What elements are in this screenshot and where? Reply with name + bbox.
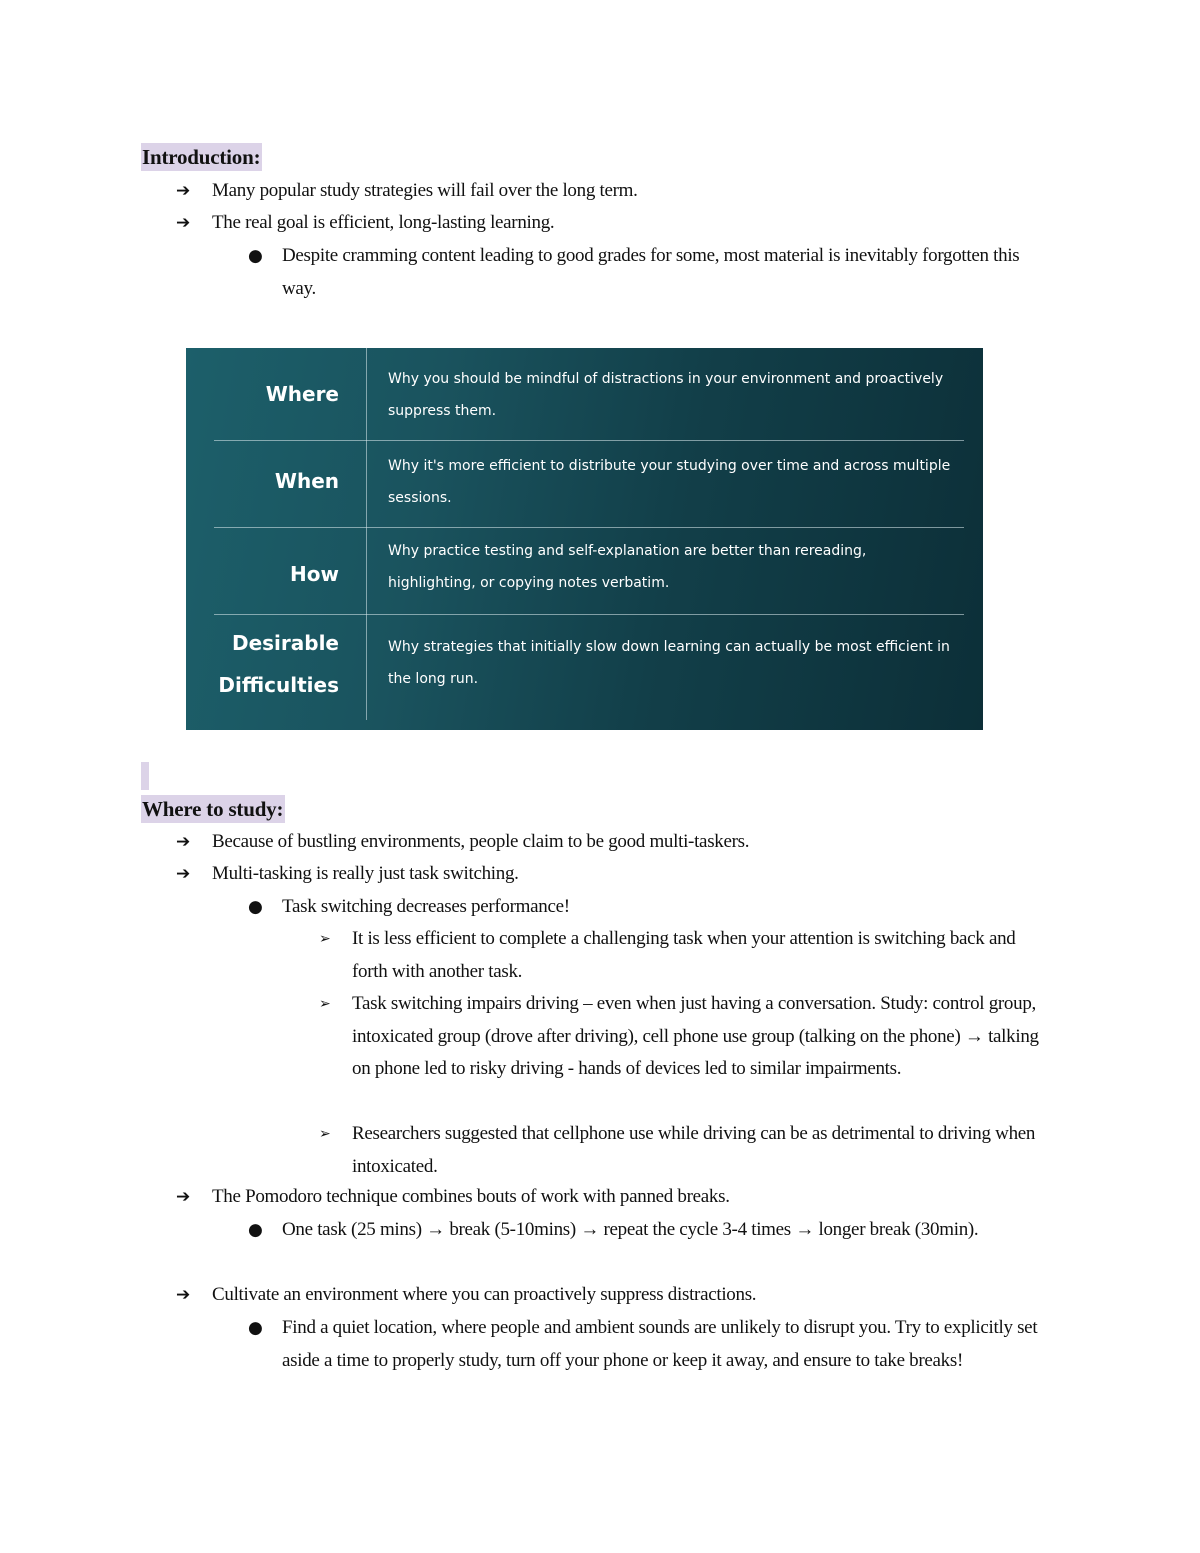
intro-item-1-text: Many popular study strategies will fail over the long term. — [212, 180, 638, 201]
infographic-text-when: Why it's more efficient to distribute your studying over time and across multiple sessions. — [388, 458, 951, 506]
where-item-2-point-2-text: Task switching impairs driving – even when just having a conversation. Study: control group, intoxicated group (drove after driving), cell phone use group (talking on the phone) → talking on phone led to risky driving - hands of devices led to similar impairments. — [352, 993, 1039, 1079]
highlight-marker — [141, 762, 149, 790]
where-item-2-point-3-text: Researchers suggested that cellphone use while driving can be as detrimental to driving when intoxicated. — [352, 1123, 1036, 1177]
infographic-label-how: How — [290, 562, 339, 586]
where-item-1 — [176, 826, 1072, 859]
arrow-bullet-icon: ➔ — [176, 181, 190, 201]
where-item-2-sub — [248, 891, 1072, 924]
infographic-row-divider — [214, 440, 964, 441]
where-item-4 — [176, 1279, 1072, 1312]
infographic-label-where: Where — [265, 382, 339, 406]
where-item-2-text: Multi-tasking is really just task switching. — [212, 863, 519, 884]
where-item-2-point-1-text: It is less efficient to complete a challenging task when your attention is switching back and forth with another task. — [352, 928, 1016, 982]
intro-subitem-text: Despite cramming content leading to good grades for some, most material is inevitably forgotten this way. — [282, 245, 1020, 299]
dot-bullet-icon: ● — [248, 897, 263, 917]
where-item-4-text: Cultivate an environment where you can proactively suppress distractions. — [212, 1284, 757, 1305]
infographic-text-where: Why you should be mindful of distractions in your environment and proactively suppress them. — [388, 371, 944, 419]
infographic-column-divider — [366, 348, 367, 720]
where-item-2-point-1 — [319, 923, 1052, 988]
where-heading: Where to study: — [142, 797, 284, 821]
dot-bullet-icon: ● — [248, 1220, 263, 1240]
infographic-label-desirable-difficulties: Desirable Difficulties — [218, 631, 339, 697]
where-item-4-sub — [248, 1312, 1062, 1377]
where-item-2-sub-text: Task switching decreases performance! — [282, 896, 570, 917]
intro-subitem — [248, 240, 1042, 305]
infographic-row-divider — [214, 527, 964, 528]
chevron-bullet-icon: ➢ — [319, 996, 331, 1012]
study-strategies-infographic — [186, 348, 983, 730]
where-item-2 — [176, 858, 1072, 891]
chevron-bullet-icon: ➢ — [319, 1126, 331, 1142]
arrow-bullet-icon: ➔ — [176, 864, 190, 884]
chevron-bullet-icon: ➢ — [319, 931, 331, 947]
intro-item-2-text: The real goal is efficient, long-lasting learning. — [212, 212, 555, 233]
intro-item-1 — [176, 175, 1072, 208]
infographic-text-desirable-difficulties: Why strategies that initially slow down learning can actually be most efficient in the long run. — [388, 639, 950, 687]
intro-heading: Introduction: — [142, 145, 261, 169]
dot-bullet-icon: ● — [248, 1318, 263, 1338]
arrow-bullet-icon: ➔ — [176, 832, 190, 852]
where-item-3 — [176, 1181, 1072, 1214]
arrow-bullet-icon: ➔ — [176, 1285, 190, 1305]
infographic-label-when: When — [274, 469, 339, 493]
arrow-bullet-icon: ➔ — [176, 213, 190, 233]
where-item-2-point-3 — [319, 1118, 1052, 1183]
dot-bullet-icon: ● — [248, 246, 263, 266]
infographic-row-divider — [214, 614, 964, 615]
arrow-bullet-icon: ➔ — [176, 1187, 190, 1207]
infographic-text-how: Why practice testing and self-explanation are better than rereading, highlighting, or copying notes verbatim. — [388, 543, 867, 591]
where-item-3-sub-text: One task (25 mins) → break (5-10mins) → repeat the cycle 3-4 times → longer break (30min). — [282, 1219, 979, 1240]
where-item-1-text: Because of bustling environments, people claim to be good multi-taskers. — [212, 831, 750, 852]
where-item-4-sub-text: Find a quiet location, where people and ambient sounds are unlikely to disrupt you. Try to explicitly set aside a time to properly study, turn off your phone or keep it away, and ensure to take breaks! — [282, 1317, 1038, 1371]
intro-item-2 — [176, 207, 1072, 240]
where-item-3-sub — [248, 1214, 1042, 1247]
where-item-3-text: The Pomodoro technique combines bouts of work with panned breaks. — [212, 1186, 730, 1207]
where-item-2-point-2 — [319, 988, 1052, 1086]
